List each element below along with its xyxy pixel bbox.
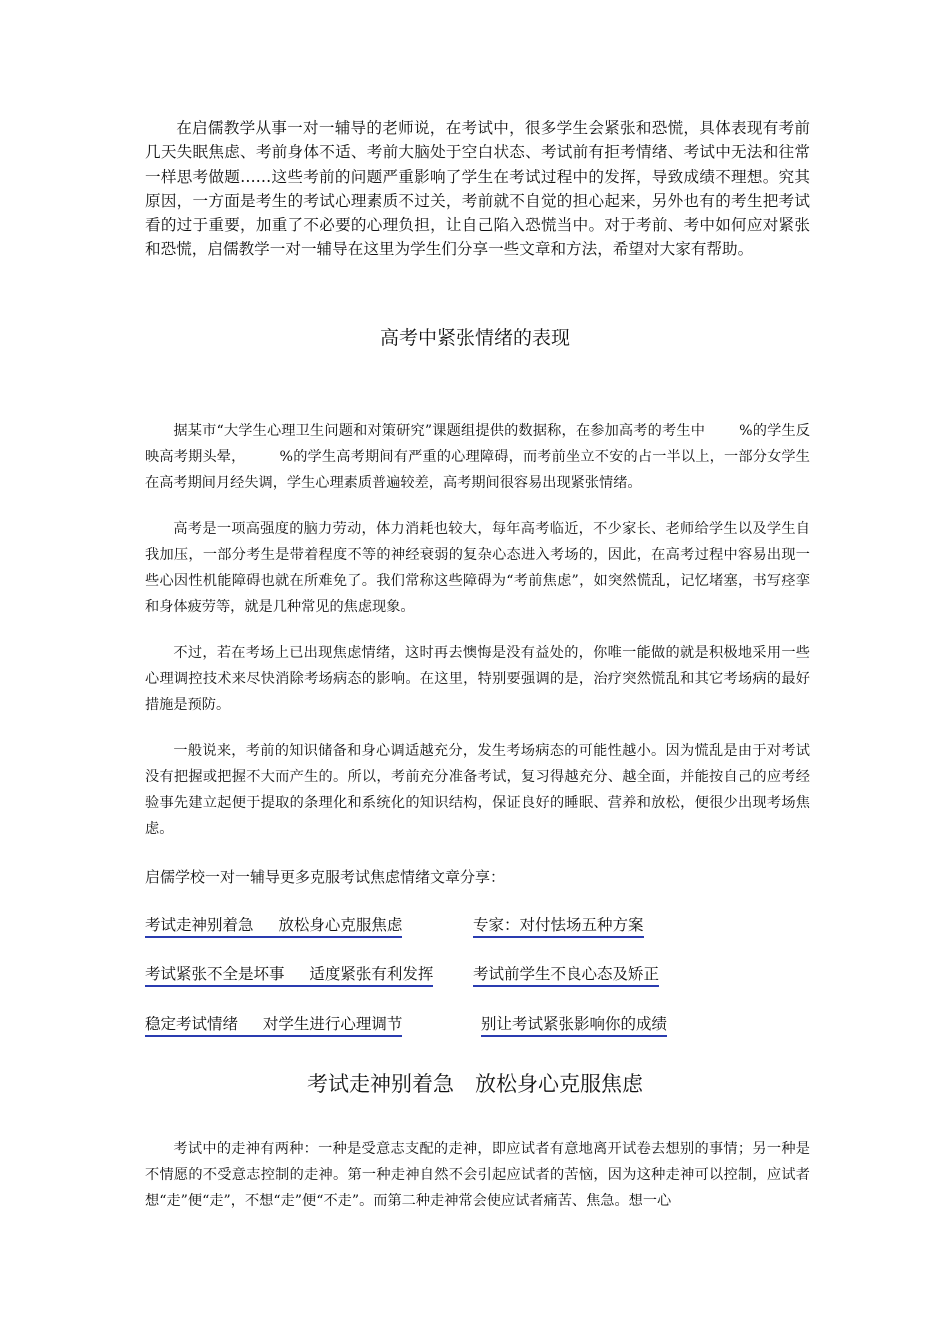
link-bad-attitude-correction[interactable] <box>473 962 659 987</box>
link-text: 别让考试紧张影响你的成绩 <box>481 1015 668 1033</box>
link-text-part: 考试走神别着急 <box>145 916 254 934</box>
stat-text-2: 的学生反映高考期头晕， <box>145 423 810 465</box>
link-text-part: 适度紧张有利发挥 <box>309 965 434 983</box>
article-title-part: 放松身心克服焦虑 <box>475 1072 643 1096</box>
link-text-part: 放松身心克服焦虑 <box>278 916 403 934</box>
link-stabilize-emotions[interactable] <box>145 1012 402 1037</box>
article-paragraph: 考试中的走神有两种：一种是受意志支配的走神，即应试者有意地离开试卷去想别的事情；另一种是不情愿的不受意志控制的走神。第一种走神自然不会引起应试者的苦恼，因为这种走神可以控制，应试者想“走”便“走”，不想“走”便“不走”。而第二种走神常会使应试者痛苦、焦急。想一心 <box>145 1141 810 1209</box>
body-paragraph-4: 一般说来，考前的知识储备和身心调适越充分，发生考场病态的可能性越小。因为慌乱是由于对考试没有把握或把握不大而产生的。所以，考前充分准备考试，复习得越充分、越全面，并能按自己的应考经验事先建立起便于提取的条理化和系统化的知识结构，保证良好的睡眠、营养和放松，便很少出现考场焦虑。 <box>145 743 810 837</box>
article-title-part: 考试走神别着急 <box>307 1072 454 1096</box>
link-mind-wandering[interactable] <box>145 913 402 938</box>
link-text-part: 考试紧张不全是坏事 <box>145 965 285 983</box>
body-paragraph-3: 不过，若在考场上已出现焦虑情绪，这时再去懊悔是没有益处的，你唯一能做的就是积极地采用一些心理调控技术来尽快消除考场病态的影响。在这里，特别要强调的是，治疗突然慌乱和其它考场病的最好措施是预防。 <box>145 645 810 713</box>
stat-text-3: 的学生高考期间有严重的心理障碍，而考前坐立不安的占一半以上，一部分女学生在高考期间月经失调，学生心理素质普遍较差，高考期间很容易出现紧张情绪。 <box>145 449 810 491</box>
percent-sign-1: % <box>739 423 753 439</box>
link-text: 考试前学生不良心态及矫正 <box>473 965 660 983</box>
link-text-part: 稳定考试情绪 <box>145 1015 239 1033</box>
intro-paragraph: 在启儒教学从事一对一辅导的老师说，在考试中，很多学生会紧张和恐慌，具体表现有考前几天失眠焦虑、考前身体不适、考前大脑处于空白状态、考试前有拒考情绪、考试中无法和往常一样思考做题……这些考前的问题严重影响了学生在考试过程中的发挥，导致成绩不理想。究其原因，一方面是考生的考试心理素质不过关，考前就不自觉的担心起来，另外也有的考生把考试看的过于重要，加重了不必要的心理负担，让自己陷入恐慌当中。对于考前、考中如何应对紧张和恐慌，启儒教学一对一辅导在这里为学生们分享一些文章和方法，希望对大家有帮助。 <box>145 119 810 259</box>
statistics-paragraph <box>145 418 810 496</box>
percent-sign-2: % <box>279 449 294 465</box>
body-paragraph-2: 高考是一项高强度的脑力劳动，体力消耗也较大，每年高考临近，不少家长、老师给学生以及学生自我加压，一部分考生是带着程度不等的神经衰弱的复杂心态进入考场的，因此，在高考过程中容易出现一些心因性机能障碍也就在所难免了。我们常称这些障碍为“考前焦虑”，如突然慌乱，记忆堵塞，书写痉挛和身体疲劳等，就是几种常见的焦虑现象。 <box>145 521 810 615</box>
stat-text-1: 据某市“大学生心理卫生问题和对策研究”课题组提供的数据称，在参加高考的考生中 <box>173 423 706 439</box>
link-dont-let-nerves[interactable] <box>481 1012 667 1037</box>
link-stage-fright-plans[interactable] <box>473 913 644 938</box>
link-text-part: 对学生进行心理调节 <box>262 1015 403 1033</box>
links-intro: 启儒学校一对一辅导更多克服考试焦虑情绪文章分享： <box>145 868 506 886</box>
section-title: 高考中紧张情绪的表现 <box>379 327 570 349</box>
link-text: 专家：对付怯场五种方案 <box>473 916 644 934</box>
article-title <box>0 1068 950 1098</box>
link-nervousness-not-bad[interactable] <box>145 962 433 987</box>
